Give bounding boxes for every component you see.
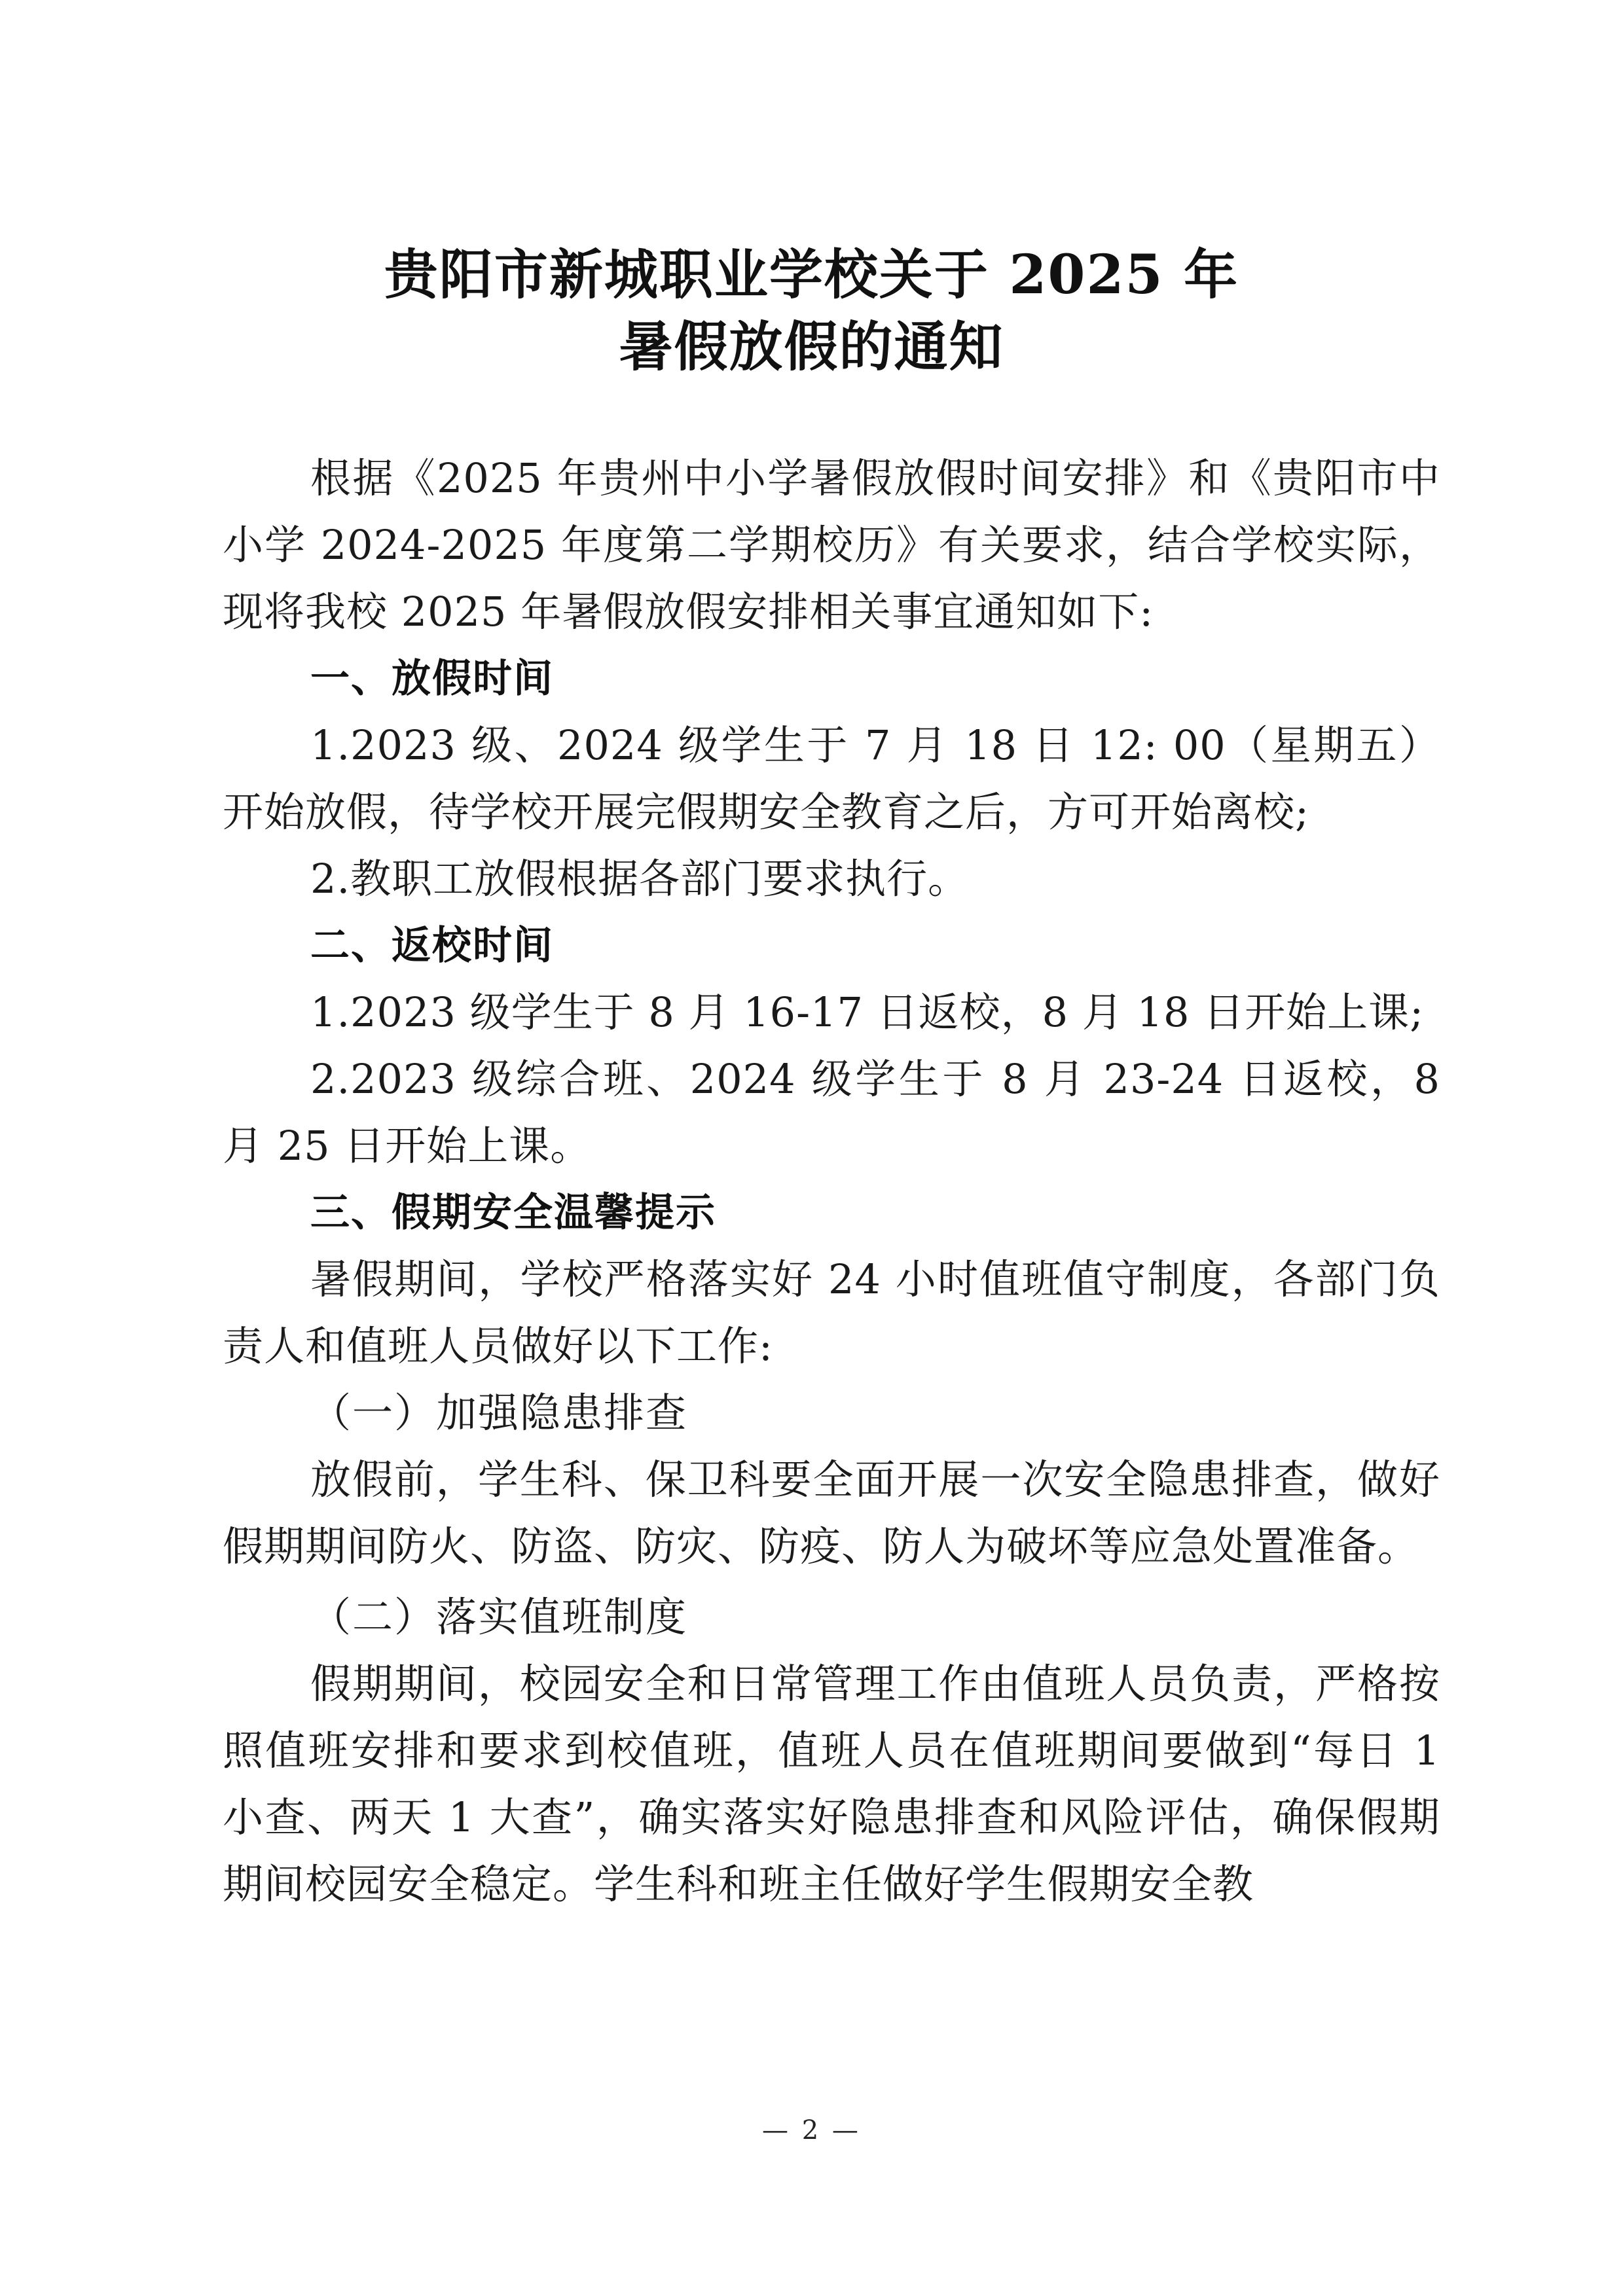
section-heading-safety-tips: 三、假期安全温馨提示 [310, 1190, 716, 1236]
document-title-line-1: 贵阳市新城职业学校关于 2025 年 [384, 243, 1239, 306]
safety-intro: 暑假期间，学校严格落实好 24 小时值班值守制度，各部门负责人和值班人员做好以下工作: [223, 1255, 1440, 1370]
holiday-item-1: 1.2023 级、2024 级学生于 7 月 18 日 12: 00（星期五）开始放假，待学校开展完假期安全教育之后，方可开始离校; [223, 721, 1440, 836]
section-heading-return-time: 二、返校时间 [310, 923, 554, 969]
duty-system-text: 假期期间，校园安全和日常管理工作由值班人员负责，严格按照值班安排和要求到校值班，值班人员在值班期间要做到“每日 1 小查、两天 1 大查”，确实落实好隐患排查和风险评估，确保假期期间校园安全稳定。学生科和班主任做好学生假期安全教 [223, 1660, 1440, 1908]
return-item-1: 1.2023 级学生于 8 月 16-17 日返校，8 月 18 日开始上课; [310, 988, 1425, 1036]
document-body [223, 445, 1440, 1918]
hazard-inspection-text: 放假前，学生科、保卫科要全面开展一次安全隐患排查，做好假期期间防火、防盗、防灾、防疫、防人为破坏等应急处置准备。 [223, 1456, 1440, 1570]
subheading-hazard-inspection: （一）加强隐患排查 [310, 1389, 688, 1437]
page-number: — 2 — [762, 2115, 861, 2145]
document-title-line-2: 暑假放假的通知 [619, 315, 1004, 378]
return-item-2: 2.2023 级综合班、2024 级学生于 8 月 23-24 日返校，8 月 25 日开始上课。 [223, 1055, 1440, 1170]
subheading-duty-system: （二）落实值班制度 [310, 1593, 688, 1641]
section-heading-holiday-time: 一、放假时间 [310, 656, 554, 702]
holiday-item-2: 2.教职工放假根据各部门要求执行。 [310, 855, 970, 903]
intro-paragraph: 根据《2025 年贵州中小学暑假放假时间安排》和《贵阳市中小学 2024-2025 年度第二学期校历》有关要求，结合学校实际，现将我校 2025 年暑假放假安排相关事宜通知如下: [223, 454, 1440, 636]
